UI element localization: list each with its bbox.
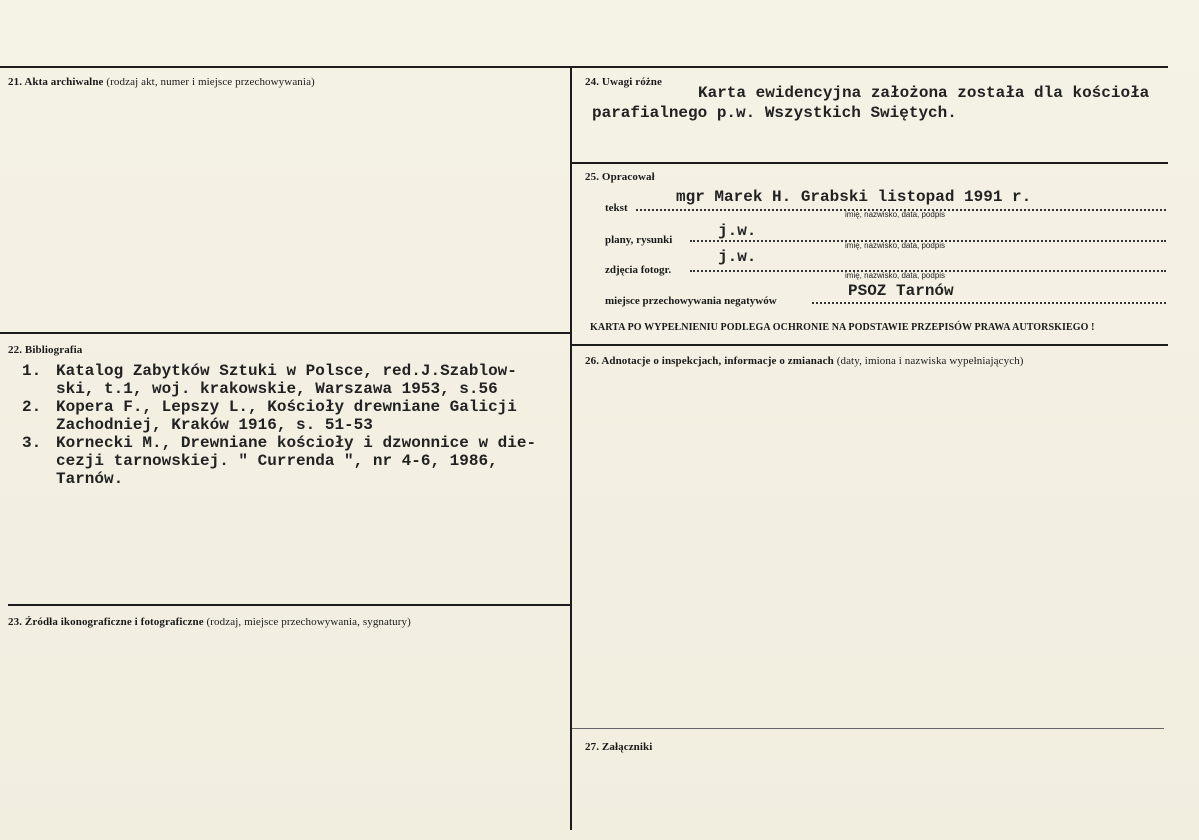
section-22-title: Bibliografia bbox=[24, 344, 83, 356]
section-23-title: Źródła ikonograficzne i fotograficzne bbox=[24, 616, 204, 628]
section-27-num: 27. bbox=[585, 741, 600, 753]
section-26-label bbox=[585, 355, 1024, 367]
bibliography-item bbox=[22, 434, 562, 488]
section-26-note: (daty, imiona i nazwiska wypełniających) bbox=[836, 355, 1024, 367]
negatywy-value: PSOZ Tarnów bbox=[848, 282, 954, 300]
section-22-num: 22. bbox=[8, 344, 23, 356]
plany-label: plany, rysunki bbox=[605, 234, 673, 246]
negatywy-label: miejsce przechowywania negatywów bbox=[605, 295, 777, 307]
top-rule bbox=[0, 66, 1168, 68]
rule-24-25 bbox=[572, 162, 1168, 164]
section-21-note: (rodzaj akt, numer i miejsce przechowywania) bbox=[106, 76, 315, 88]
section-26-num: 26. bbox=[585, 355, 600, 367]
uwagi-line-1: Karta ewidencyjna założona została dla kościoła bbox=[698, 84, 1150, 102]
section-25-label bbox=[585, 171, 655, 183]
tekst-value: mgr Marek H. Grabski listopad 1991 r. bbox=[676, 188, 1032, 206]
bibliography-item-line: Kopera F., Lepszy L., Kościoły drewniane Galicji bbox=[56, 398, 517, 416]
bibliography-item-line: Zachodniej, Kraków 1916, s. 51-53 bbox=[56, 416, 373, 434]
section-24-label bbox=[585, 76, 662, 88]
center-divider bbox=[570, 66, 572, 830]
bibliography-item bbox=[22, 362, 562, 398]
bibliography-item-line: Tarnów. bbox=[56, 470, 124, 488]
bibliography-item-number: 3. bbox=[22, 434, 42, 452]
bibliography-item-line: ski, t.1, woj. krakowskie, Warszawa 1953, s.56 bbox=[56, 380, 498, 398]
section-27-label bbox=[585, 741, 652, 753]
section-24-title: Uwagi różne bbox=[601, 76, 662, 88]
uwagi-line-2: parafialnego p.w. Wszystkich Swiętych. bbox=[592, 104, 957, 122]
rule-26-27 bbox=[572, 728, 1164, 729]
zdjecia-hint: imię, nazwisko, data, podpis bbox=[845, 271, 946, 280]
section-24-num: 24. bbox=[585, 76, 600, 88]
plany-value: j.w. bbox=[718, 222, 757, 240]
bibliography-list bbox=[22, 362, 562, 488]
tekst-label: tekst bbox=[605, 202, 628, 214]
section-23-note: (rodzaj, miejsce przechowywania, sygnatury) bbox=[206, 616, 411, 628]
section-21-num: 21. bbox=[8, 76, 23, 88]
zdjecia-value: j.w. bbox=[718, 248, 757, 266]
rule-25-26 bbox=[572, 344, 1168, 346]
section-22-label bbox=[8, 344, 82, 356]
tekst-hint: imię, nazwisko, data, podpis bbox=[845, 210, 946, 219]
bibliography-item bbox=[22, 398, 562, 434]
section-27-title: Załączniki bbox=[601, 741, 653, 753]
section-21-label bbox=[8, 76, 315, 88]
rule-22-23 bbox=[8, 604, 572, 606]
section-21-title: Akta archiwalne bbox=[24, 76, 104, 88]
copyright-warning: KARTA PO WYPEŁNIENIU PODLEGA OCHRONIE NA PODSTAWIE PRZEPISÓW PRAWA AUTORSKIEGO ! bbox=[590, 322, 1095, 333]
bibliography-item-number: 1. bbox=[22, 362, 42, 380]
bibliography-item-line: Kornecki M., Drewniane kościoły i dzwonnice w die- bbox=[56, 434, 537, 452]
plany-hint: imię, nazwisko, data, podpis bbox=[845, 241, 946, 250]
zdjecia-label: zdjęcia fotogr. bbox=[605, 264, 672, 276]
bibliography-item-line: Katalog Zabytków Sztuki w Polsce, red.J.Szablow- bbox=[56, 362, 517, 380]
rule-21-22 bbox=[0, 332, 572, 334]
bibliography-item-number: 2. bbox=[22, 398, 42, 416]
section-23-label bbox=[8, 616, 411, 628]
negatywy-dotted-line bbox=[812, 302, 1166, 304]
section-25-num: 25. bbox=[585, 171, 600, 183]
section-23-num: 23. bbox=[8, 616, 23, 628]
section-26-title: Adnotacje o inspekcjach, informacje o zmianach bbox=[601, 355, 834, 367]
section-25-title: Opracował bbox=[601, 171, 655, 183]
bibliography-item-line: cezji tarnowskiej. " Currenda ", nr 4-6, 1986, bbox=[56, 452, 498, 470]
